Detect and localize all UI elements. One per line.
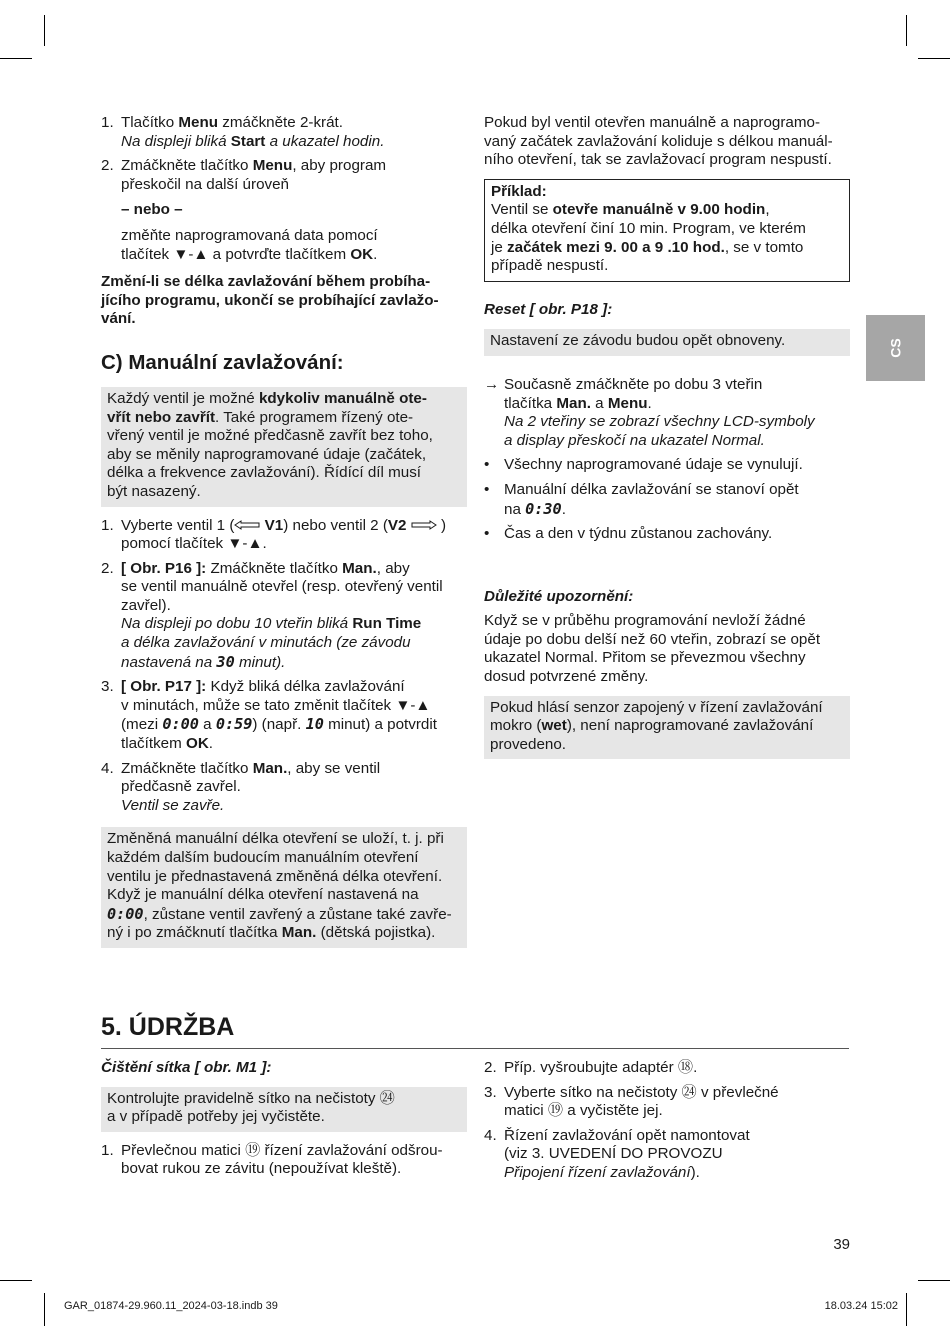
bullet-icon: • [484, 480, 490, 498]
left-column [101, 114, 467, 948]
footer-file-info: GAR_01874-29.960.11_2024-03-18.indb 39 [64, 1300, 278, 1312]
or-separator: – nebo – [121, 201, 183, 219]
clean-title: Čištění sítka [ obr. M1 ]: [101, 1059, 272, 1076]
maintenance-title: 5. ÚDRŽBA [101, 1013, 235, 1041]
lcd-value: 0:00 [107, 904, 144, 923]
crop-mark [44, 1293, 45, 1326]
lcd-value: 0:30 [525, 499, 562, 518]
right-column [484, 114, 850, 759]
footer-date: 18.03.24 15:02 [824, 1300, 898, 1312]
reset-bullet: • Všechny naprogramované údaje se vynulují. [484, 456, 803, 474]
intro-text: Pokud byl ventil otevřen manuálně a naprogramo- vaný začátek zavlažování koliduje s délkou manuál- ního otevření, tak se zavlažovací program nespustí. [484, 114, 833, 169]
steps-c [101, 517, 467, 816]
crop-mark [906, 1293, 907, 1326]
manual-info-box: Každý ventil je možné kdykoliv manuálně ote- vřít nebo zavřít. Také programem řízený ote- vřený ventil je možné předčasně zavřít bez toho, aby se měnily naprogramované údaje (začátek, délka a frekvence zavlažování). Řídící díl musí být nasazený. [101, 387, 467, 507]
step-c-1: 1. Vyberte ventil 1 ( V1) nebo ventil 2 (V2 ) pomocí tlačítek ▼-▲. [101, 516, 446, 553]
warning-text: Změní-li se délka zavlažování během probíha- jícího programu, ukončí se probíhající zavlažo- vání. [101, 273, 439, 328]
step-2-alternative: změňte naprogramovaná data pomocí tlačítek ▼-▲ a potvrďte tlačítkem OK. [121, 226, 378, 263]
crop-mark [0, 1280, 32, 1281]
lcd-value: 10 [305, 715, 324, 734]
clean-steps [101, 1142, 467, 1179]
steps-a [101, 114, 467, 264]
reset-title: Reset [ obr. P18 ]: [484, 300, 613, 318]
maintenance-left [101, 1059, 467, 1185]
section-divider [101, 1048, 849, 1049]
clean-step-3: 3. Vyberte sítko na nečistoty ㉔ v převlečné matici ⑲ a vyčistěte jej. [484, 1083, 779, 1120]
arrow-right-icon: → [484, 375, 500, 393]
manual-note-box: Změněná manuální délka otevření se uloží, t. j. při každém dalším budoucím manuálním otevření ventilu je přednastavená změněná délka otevření. Když je manuální délka otevření nastavená na 0:00, zůstane ventil zavřený a zůstane také zavře- ný i po zmáčknutí tlačítka Man. (dětská pojistka). [101, 827, 467, 948]
lcd-value: 0:59 [215, 715, 253, 734]
crop-mark [918, 58, 950, 59]
bullet-icon: • [484, 525, 490, 543]
arrow-left-icon [234, 520, 260, 530]
example-box: Příklad: Ventil se otevře manuálně v 9.00 hodin, délka otevření činí 10 min. Program, ve kterém je začátek mezi 9. 00 a 9 .10 hod., se v tomto případě nespustí. [484, 179, 850, 282]
step-1: 1. Tlačítko Menu zmáčkněte 2-krát. Na displeji bliká Start a ukazatel hodin. [101, 114, 385, 150]
step-c-4: 4. Zmáčkněte tlačítko Man., aby se ventil předčasně zavřel. Ventil se zavře. [101, 759, 381, 814]
step-c-3: 3. [ Obr. P17 ]: Když bliká délka zavlažování v minutách, může se tato změnit tlačítek ▼-▲ (mezi 0:00 a 0:59) (např. 10 minut) a potvrdit tlačítkem OK. [101, 678, 437, 753]
clean-step-2: 2. Příp. vyšroubujte adaptér ⑱. [484, 1059, 698, 1076]
crop-mark [44, 15, 45, 46]
clean-info-box: Kontrolujte pravidelně sítko na nečistoty ㉔ a v případě potřeby jej vyčistěte. [101, 1087, 467, 1132]
step-2: 2. Zmáčkněte tlačítko Menu, aby program přeskočil na další úroveň – nebo – změňte naprogramovaná data pomocí tlačítek ▼-▲ a potvrďte tlačítkem OK. [101, 157, 467, 264]
crop-mark [906, 15, 907, 46]
lcd-value: 30 [216, 652, 235, 671]
clean-steps-continued [484, 1059, 850, 1183]
crop-mark [918, 1280, 950, 1281]
page-number: 39 [833, 1236, 850, 1253]
maintenance-right [484, 1059, 850, 1189]
bullet-icon: • [484, 456, 490, 474]
important-text: Když se v průběhu programování nevloží žádné údaje po dobu delší než 60 vteřin, zobrazí se opět ukazatel Normal. Přitom se převezmou všechny dosud potvrzené změny. [484, 612, 821, 686]
clean-step-1: 1. Převlečnou matici ⑲ řízení zavlažování odšrou- bovat rukou ze závitu (nepoužívat kleště). [101, 1141, 443, 1178]
reset-info-box: Nastavení ze závodu budou opět obnoveny. [484, 329, 850, 356]
reset-bullet: • Čas a den v týdnu zůstanou zachovány. [484, 525, 773, 543]
lcd-value: 0:00 [162, 715, 199, 734]
step-c-2: 2. [ Obr. P16 ]: Zmáčkněte tlačítko Man., aby se ventil manuálně otevřel (resp. otevřený ventil zavřel). Na displeji po dobu 10 vteřin bliká Run Time a délka zavlažování v minutách (ze závodu nastavená na 30 minut). [101, 559, 443, 671]
example-title: Příklad: [491, 182, 547, 200]
reset-action: → Současně zmáčkněte po dobu 3 vteřin tlačítka Man. a Menu. Na 2 vteřiny se zobrazí všechny LCD-symboly a display přeskočí na ukazatel Normal. [484, 375, 815, 449]
step-number: 2. [101, 157, 114, 175]
important-title: Důležité upozornění: [484, 587, 634, 605]
reset-list [484, 376, 850, 544]
language-tab: CS [866, 315, 925, 381]
section-c-title: C) Manuální zavlažování: [101, 350, 344, 374]
crop-mark [0, 58, 32, 59]
clean-step-4: 4. Řízení zavlažování opět namontovat (viz 3. UVEDENÍ DO PROVOZU Připojení řízení zavlažování). [484, 1126, 750, 1181]
reset-bullet: • Manuální délka zavlažování se stanoví opět na 0:30. [484, 480, 799, 518]
arrow-right-icon [411, 520, 437, 530]
step-number: 1. [101, 114, 114, 131]
sensor-info-box: Pokud hlásí senzor zapojený v řízení zavlažování mokro (wet), není naprogramované zavlažování provedeno. [484, 696, 850, 760]
